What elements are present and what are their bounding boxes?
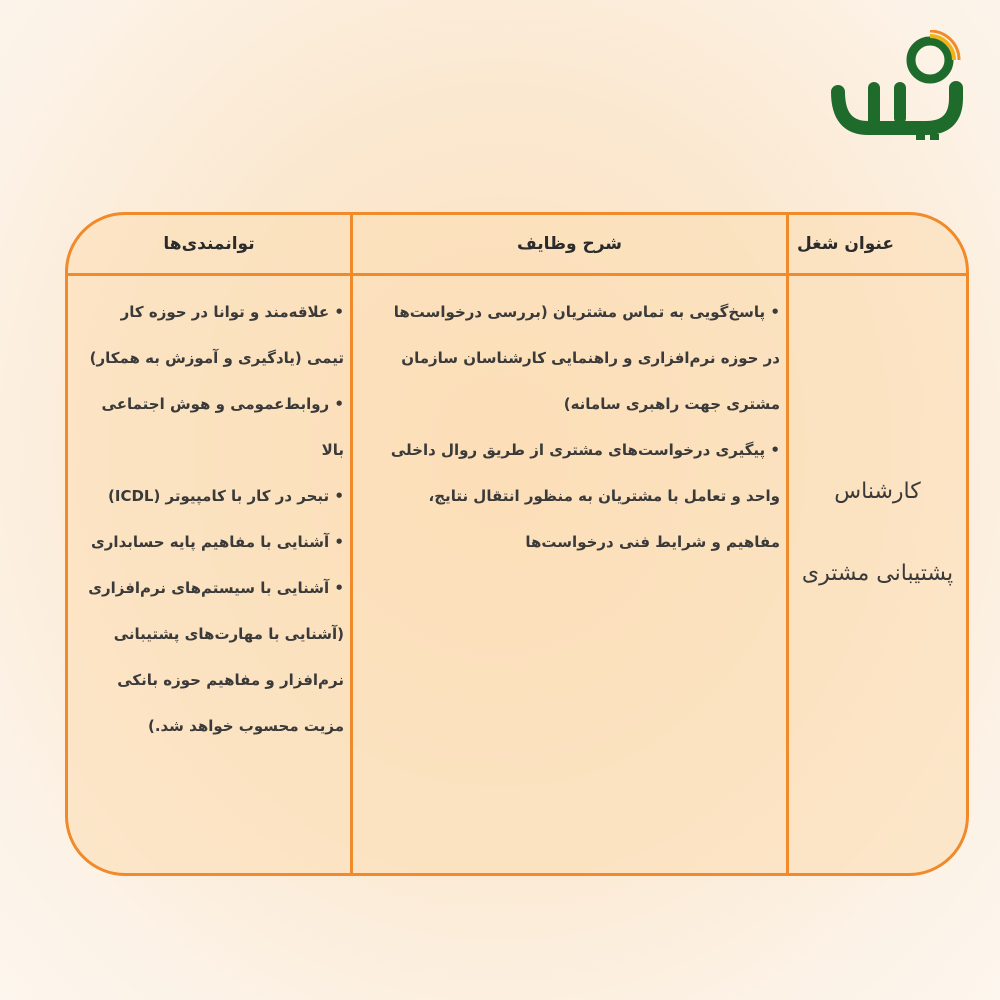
duties-line: در حوزه نرم‌افزاری و راهنمایی کارشناسان سازمان (401, 349, 780, 367)
header-job-title (789, 215, 966, 273)
skills-line: نرم‌افزار و مفاهیم حوزه بانکی (117, 671, 344, 689)
skills-line: • آشنایی با مفاهیم پایه حسابداری (91, 533, 344, 551)
header-divider (68, 273, 966, 276)
brand-logo-graphic (830, 30, 970, 140)
skills-cell (78, 289, 344, 749)
job-title-cell (789, 451, 966, 615)
job-title-line: کارشناس (834, 479, 921, 504)
duties-line: مفاهیم و شرایط فنی درخواست‌ها (525, 533, 780, 551)
job-title-line: پشتیبانی مشتری (801, 561, 954, 586)
skills-line: • تبحر در کار با کامپیوتر (ICDL) (108, 487, 344, 505)
header-duties: شرح وظایف (516, 234, 623, 254)
column-divider-left (350, 215, 353, 873)
header-job-title-text: عنوان شغل (797, 234, 894, 254)
duties-line: • پاسخ‌گویی به تماس مشتریان (بررسی درخواست‌ها (393, 303, 780, 321)
skills-line: • روابط‌عمومی و هوش اجتماعی بالا (101, 395, 344, 459)
brand-logo (830, 30, 970, 140)
header-skills: توانمندی‌ها (163, 234, 255, 254)
skills-line: • آشنایی با سیستم‌های نرم‌افزاری (88, 579, 344, 597)
skills-line: تیمی (یادگیری و آموزش به همکار) (89, 349, 344, 367)
duties-line: مشتری جهت راهبری سامانه) (563, 395, 780, 413)
skills-line: (آشنایی با مهارت‌های پشتیبانی (113, 625, 344, 643)
duties-line: • پیگیری درخواست‌های مشتری از طریق روال داخلی (390, 441, 780, 459)
skills-line: مزیت محسوب خواهد شد.) (147, 717, 344, 735)
duties-cell (360, 289, 780, 565)
skills-line: • علاقه‌مند و توانا در حوزه کار (120, 303, 344, 321)
duties-line: واحد و تعامل با مشتریان به منظور انتقال نتایج، (428, 487, 780, 505)
job-table (65, 212, 969, 876)
